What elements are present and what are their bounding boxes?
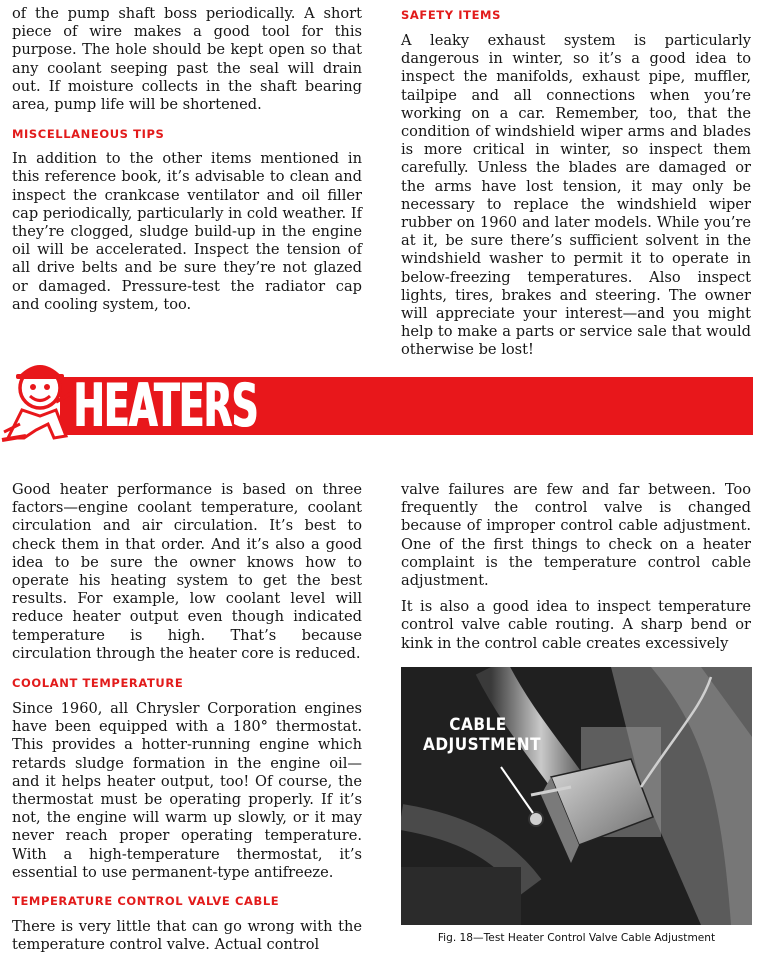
heaters-banner bbox=[0, 350, 760, 446]
cable-adjustment-label-line2: ADJUSTMENT bbox=[423, 735, 541, 755]
figure-caption: Fig. 18—Test Heater Control Valve Cable Adjustment bbox=[437, 932, 716, 944]
valve-cable-paragraph: There is very little that can go wrong with the temperature control valve. Actual control bbox=[12, 918, 362, 954]
safety-items-paragraph: A leaky exhaust system is particularly dangerous in winter, so it’s a good idea to inspect the manifolds, exhaust pipe, muffler, tailpipe and all connections when you’re working on a car. Remember, too, that the condition of windshield wiper arms and blades is more critical in winter, so inspect them carefully. Unless the blades are damaged or the arms have lost tension, it may only be necessary to replace the windshield wiper rubber on 1960 and later models. While you’re at it, be sure there’s sufficient solvent in the windshield washer to permit it to operate in below-freezing temperatures. Also inspect lights, tires, brakes and steering. The owner will appreciate your interest—and you might help to make a parts or service sale that would otherwise be lost! bbox=[401, 32, 751, 359]
bottom-right-column bbox=[401, 481, 751, 653]
cable-adjustment-label bbox=[423, 715, 541, 755]
pump-paragraph: of the pump shaft boss periodically. A short piece of wire makes a good tool for this purpose. The hole should be kept open so that any coolant seeping past the seal will drain out. If moisture collects in the shaft bearing area, pump life will be shortened. bbox=[12, 5, 362, 114]
coolant-temperature-heading: COOLANT TEMPERATURE bbox=[12, 676, 184, 691]
safety-items-heading: SAFETY ITEMS bbox=[401, 8, 501, 22]
valve-failures-paragraph: valve failures are few and far between. Too frequently the control valve is changed because of improper control cable adjustment. One of the first things to check on a heater complaint is the temperature control cable adjustment. bbox=[401, 481, 751, 590]
coolant-temperature-paragraph: Since 1960, all Chrysler Corporation engines have been equipped with a 180° thermostat. This provides a hotter-running engine which retards sludge formation in the engine oil—and it helps heater output, too! Of course, the thermostat must be operating properly. If it’s not, the engine will warm up slowly, or it may never reach proper operating temperature. With a high-temperature thermostat, it’s essential to use permanent-type antifreeze. bbox=[12, 700, 362, 881]
mascot-logo-icon bbox=[0, 350, 80, 446]
valve-cable-heading: TEMPERATURE CONTROL VALVE CABLE bbox=[12, 894, 280, 909]
cable-routing-paragraph: It is also a good idea to inspect temperature control valve cable routing. A sharp bend or kink in the control cable creates excessively bbox=[401, 598, 751, 652]
heater-valve-photo bbox=[401, 667, 752, 925]
cable-adjustment-label-line1: CABLE bbox=[449, 715, 507, 735]
miscellaneous-tips-paragraph: In addition to the other items mentioned in this reference book, it’s advisable to clean and inspect the crankcase ventilator and oil filler cap periodically, particularly in cold weather. If they’re clogged, sludge build-up in the engine oil will be accelerated. Inspect the tension of all drive belts and be sure they’re not glazed or damaged. Pressure-test the radiator cap and cooling system, too. bbox=[12, 150, 362, 313]
miscellaneous-tips-heading: MISCELLANEOUS TIPS bbox=[12, 127, 165, 142]
photo-illustration bbox=[401, 667, 752, 925]
top-left-column bbox=[12, 5, 362, 314]
heater-intro-paragraph: Good heater performance is based on three factors—engine coolant temperature, coolant circulation and air circulation. It’s best to check them in that order. And it’s also a good idea to be sure the owner knows how to operate his heating system to get the best results. For example, low coolant level will reduce heater output even though indicated temperature is high. That’s because circulation through the heater core is reduced. bbox=[12, 481, 362, 662]
banner-title: HEATERS bbox=[73, 371, 258, 441]
top-right-column bbox=[401, 8, 751, 360]
bottom-left-column bbox=[12, 481, 362, 954]
